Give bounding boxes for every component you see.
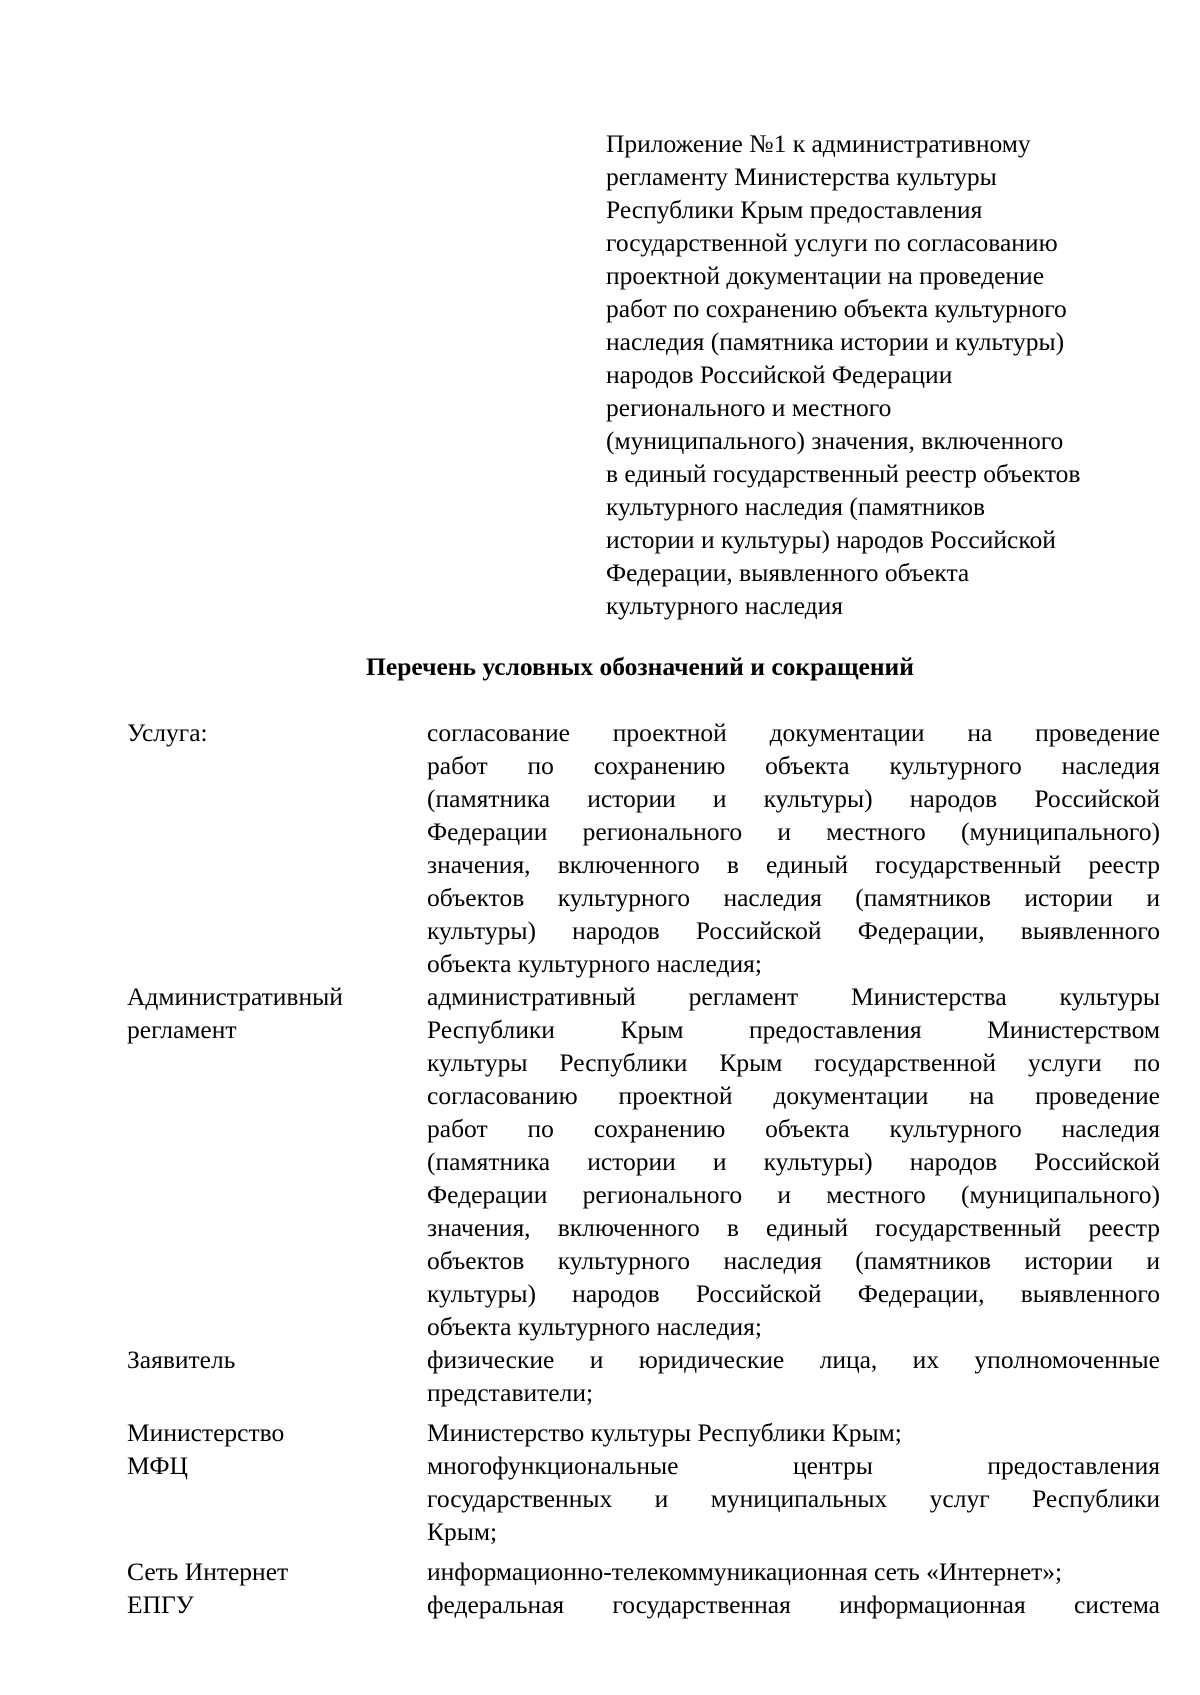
term-label-line: МФЦ [127, 1451, 188, 1480]
definition-line: объектов культурного наследия (памятников истории и [427, 1246, 1160, 1275]
definition-line: Крым; [427, 1517, 498, 1546]
annex-header [606, 127, 1146, 622]
definition-line: работ по сохранению объекта культурного наследия [427, 751, 1160, 780]
definition-line: объектов культурного наследия (памятников истории и [427, 883, 1160, 912]
spacer [127, 1548, 1160, 1555]
term-row-ministry [127, 1416, 1160, 1449]
definition-line: физические и юридические лица, их уполномоченные [427, 1345, 1160, 1374]
annex-line: наследия (памятника истории и культуры) [606, 327, 1065, 356]
term-label-line: Услуга: [127, 718, 208, 747]
definition-line: (памятника истории и культуры) народов Российской [427, 1147, 1160, 1176]
term-label [127, 1343, 427, 1376]
spacer [127, 1409, 1160, 1416]
term-definition [427, 1555, 1160, 1588]
definition-line: объекта культурного наследия; [427, 949, 762, 978]
term-label-line: регламент [127, 1015, 237, 1044]
definition-line: объекта культурного наследия; [427, 1312, 762, 1341]
annex-line: истории и культуры) народов Российской [606, 525, 1056, 554]
definition-line: Федерации регионального и местного (муниципального) [427, 1180, 1160, 1209]
definition-line: Федерации регионального и местного (муниципального) [427, 817, 1160, 846]
definition-line: работ по сохранению объекта культурного наследия [427, 1114, 1160, 1143]
annex-line: проектной документации на проведение [606, 261, 1045, 290]
definition-line: Республики Крым предоставления Министерством [427, 1015, 1160, 1044]
definition-line: значения, включенного в единый государственный реестр [427, 1213, 1160, 1242]
term-label-line: Заявитель [127, 1345, 236, 1374]
definition-line: государственных и муниципальных услуг Республики [427, 1484, 1160, 1513]
annex-line: (муниципального) значения, включенного [606, 426, 1064, 455]
definition-line: Министерство культуры Республики Крым; [427, 1418, 902, 1447]
term-definition [427, 1416, 1160, 1449]
term-definition [427, 716, 1160, 980]
term-definition [427, 1588, 1160, 1621]
term-definition [427, 1449, 1160, 1548]
definition-line: согласованию проектной документации на проведение [427, 1081, 1160, 1110]
term-label [127, 716, 427, 749]
annex-line: регионального и местного [606, 393, 892, 422]
term-label-line: Административный [127, 982, 343, 1011]
annex-line: регламенту Министерства культуры [606, 162, 997, 191]
definition-line: административный регламент Министерства культуры [427, 982, 1160, 1011]
annex-line: народов Российской Федерации [606, 360, 953, 389]
definition-line: информационно-телекоммуникационная сеть «Интернет»; [427, 1557, 1063, 1586]
definition-line: культуры) народов Российской Федерации, выявленного [427, 1279, 1160, 1308]
term-label [127, 1449, 427, 1482]
abbreviations-list [127, 716, 1160, 1621]
annex-line: Приложение №1 к административному [606, 129, 1031, 158]
definition-line: федеральная государственная информационная система [427, 1590, 1160, 1619]
definition-line: согласование проектной документации на проведение [427, 718, 1160, 747]
page-title: Перечень условных обозначений и сокращений [366, 652, 914, 681]
term-definition [427, 980, 1160, 1343]
term-row-internet [127, 1555, 1160, 1588]
term-row-applicant [127, 1343, 1160, 1409]
annex-line: в единый государственный реестр объектов [606, 459, 1081, 488]
term-row-regulation [127, 980, 1160, 1343]
annex-line: Республики Крым предоставления [606, 195, 983, 224]
term-label-line: Сеть Интернет [127, 1557, 289, 1586]
term-row-service [127, 716, 1160, 980]
term-label [127, 980, 427, 1046]
term-label [127, 1555, 427, 1588]
definition-line: многофункциональные центры предоставления [427, 1451, 1160, 1480]
term-row-epgu [127, 1588, 1160, 1621]
definition-line: культуры Республики Крым государственной услуги по [427, 1048, 1160, 1077]
annex-line: работ по сохранению объекта культурного [606, 294, 1067, 323]
definition-line: (памятника истории и культуры) народов Российской [427, 784, 1160, 813]
term-label-line: ЕПГУ [127, 1590, 194, 1619]
annex-line: культурного наследия (памятников [606, 492, 986, 521]
term-label [127, 1588, 427, 1621]
definition-line: представители; [427, 1378, 594, 1407]
annex-line: государственной услуги по согласованию [606, 228, 1058, 257]
term-label [127, 1416, 427, 1449]
definition-line: значения, включенного в единый государственный реестр [427, 850, 1160, 879]
annex-line: культурного наследия [606, 591, 844, 620]
definition-line: культуры) народов Российской Федерации, выявленного [427, 916, 1160, 945]
term-row-mfc [127, 1449, 1160, 1548]
term-label-line: Министерство [127, 1418, 285, 1447]
annex-line: Федерации, выявленного объекта [606, 558, 970, 587]
term-definition [427, 1343, 1160, 1409]
